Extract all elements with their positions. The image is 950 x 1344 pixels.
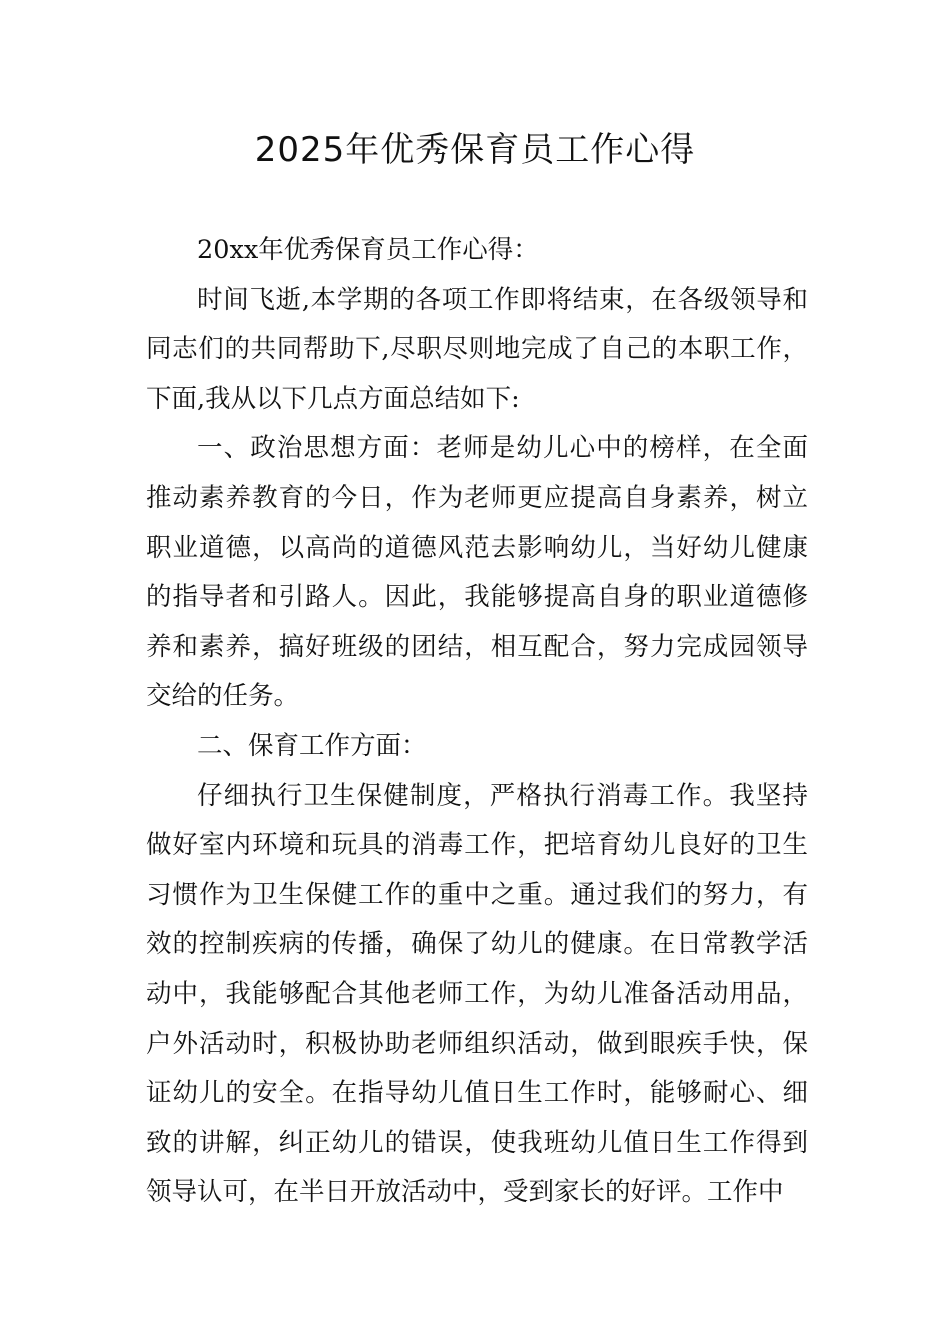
paragraph-section-heading: 二、保育工作方面： — [197, 730, 427, 761]
paragraph-political-thought: 一、政治思想方面：老师是幼儿心中的榜样，在全面推动素养教育的今日，作为老师更应提高自身素养，树立职业道德，以高尚的道德风范去影响幼儿，当好幼儿健康的指导者和引路人。因此，我能够提高自身的职业道德修养和素养，搞好班级的团结，相互配合，努力完成园领导交给的任务。 — [146, 433, 808, 712]
paragraph-childcare-work: 仔细执行卫生保健制度，严格执行消毒工作。我坚持做好室内环境和玩具的消毒工作，把培育幼儿良好的卫生习惯作为卫生保健工作的重中之重。通过我们的努力，有效的控制疾病的传播，确保了幼儿的健康。在日常教学活动中，我能够配合其他老师工作，为幼儿准备活动用品，户外活动时，积极协助老师组织活动，做到眼疾手快，保证幼儿的安全。在指导幼儿值日生工作时，能够耐心、细致的讲解，纠正幼儿的错误，使我班幼儿值日生工作得到领导认可，在半日开放活动中，受到家长的好评。工作中 — [146, 780, 808, 1208]
paragraph-intro: 时间飞逝,本学期的各项工作即将结束，在各级领导和同志们的共同帮助下,尽职尽则地完成了自己的本职工作，下面,我从以下几点方面总结如下: — [146, 284, 808, 414]
document-body — [146, 226, 808, 1218]
document-title: 2025年优秀保育员工作心得 — [254, 130, 696, 170]
paragraph-heading-line: 20xx年优秀保育员工作心得： — [197, 235, 539, 265]
